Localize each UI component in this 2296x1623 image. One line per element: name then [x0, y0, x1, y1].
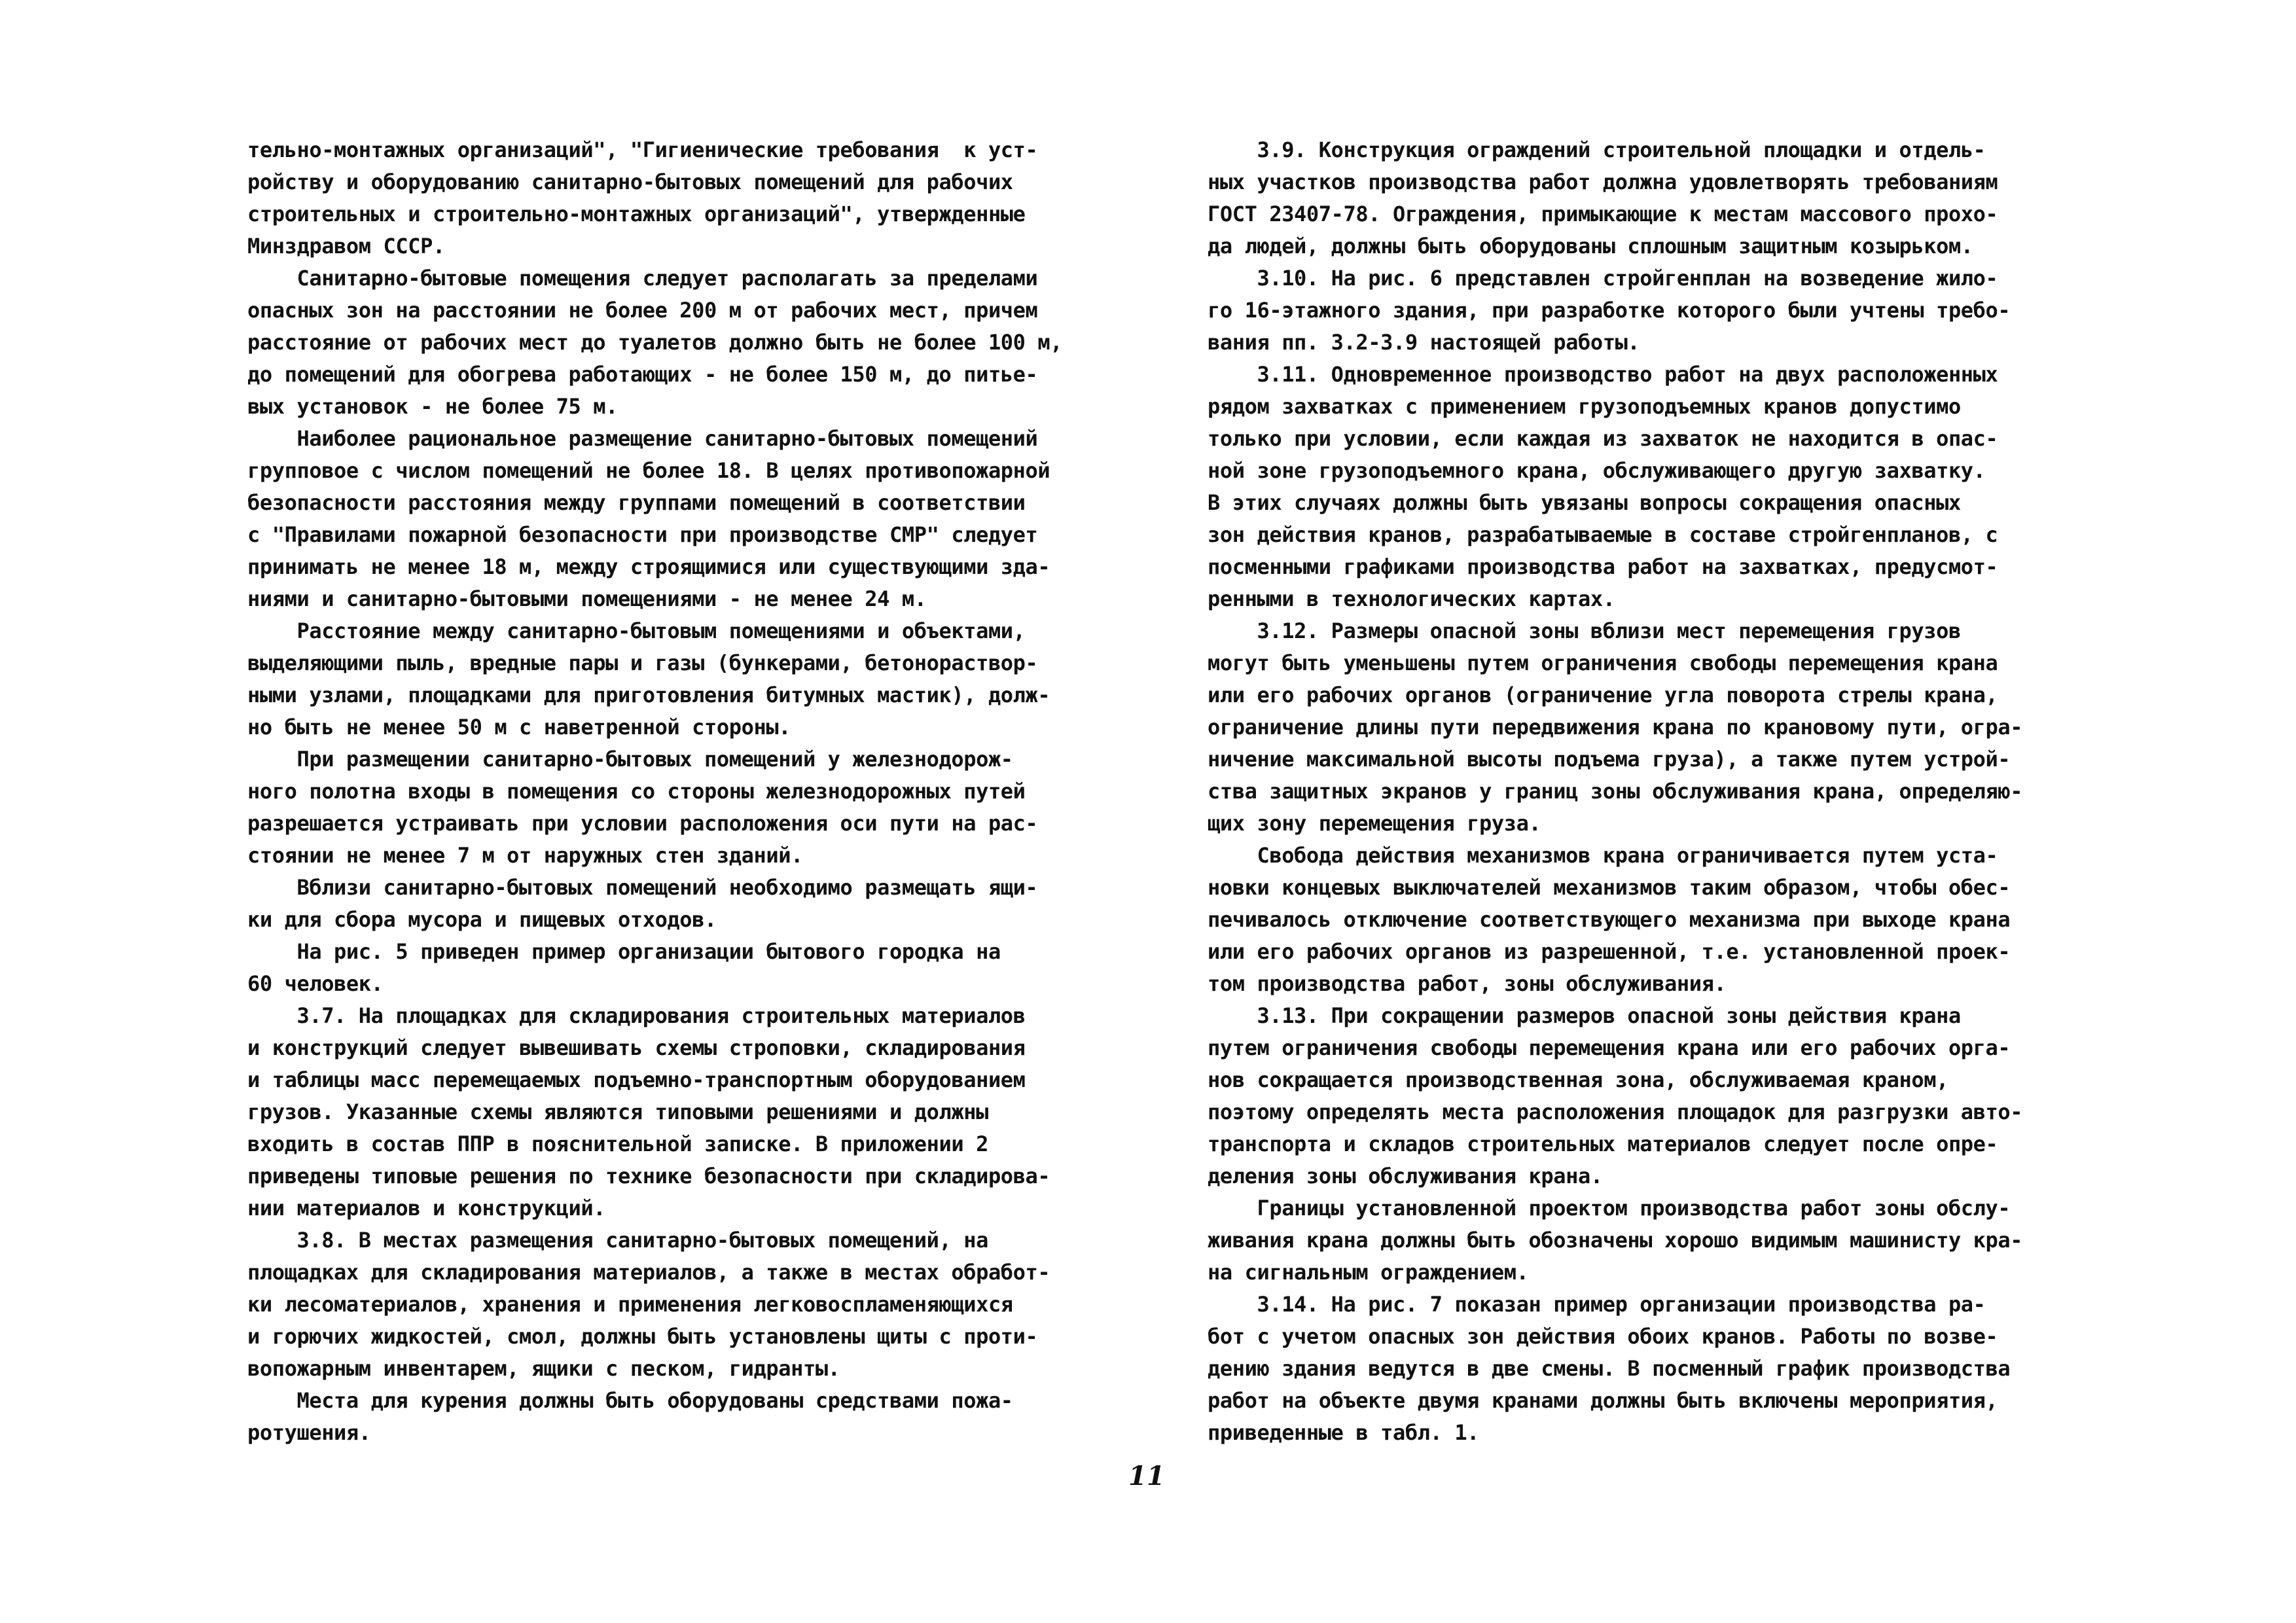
text-line: го 16-этажного здания, при разработке которого были учтены требо- — [1208, 298, 2011, 323]
text-line: только при условии, если каждая из захваток не находится в опас- — [1208, 426, 1998, 451]
text-line: да людей, должны быть оборудованы сплошным защитным козырьком. — [1208, 234, 1973, 259]
text-line: Свобода действия механизмов крана ограничивается путем уста- — [1208, 843, 1998, 868]
text-line: новки концевых выключателей механизмов таким образом, чтобы обес- — [1208, 875, 2011, 900]
text-line: ного полотна входы в помещения со стороны железнодорожных путей — [247, 779, 1026, 804]
right-text-column — [1208, 134, 2078, 1449]
text-line: поэтому определять места расположения площадок для разгрузки авто- — [1208, 1099, 2023, 1124]
text-line: зон действия кранов, разрабатываемые в составе стройгенпланов, с — [1208, 522, 1998, 547]
text-line: посменными графиками производства работ на захватках, предусмот- — [1208, 554, 1998, 579]
text-line: и горючих жидкостей, смол, должны быть установлены щиты с проти- — [247, 1324, 1038, 1349]
text-line: нии материалов и конструкций. — [247, 1196, 606, 1221]
text-line: ограничение длины пути передвижения крана по крановому пути, огра- — [1208, 715, 2023, 740]
text-line: Места для курения должны быть оборудованы средствами пожа- — [247, 1388, 1013, 1413]
text-line: но быть не менее 50 м с наветренной стороны. — [247, 715, 791, 740]
page-number: 11 — [1128, 1461, 1165, 1491]
text-line: На рис. 5 приведен пример организации бытового городка на — [247, 939, 1001, 964]
text-line: живания крана должны быть обозначены хорошо видимым машинисту кра- — [1208, 1228, 2023, 1253]
text-line: приведены типовые решения по технике безопасности при складирова- — [247, 1164, 1050, 1188]
text-line: ными узлами, площадками для приготовления битумных мастик), долж- — [247, 683, 1050, 707]
text-line: могут быть уменьшены путем ограничения свободы перемещения крана — [1208, 651, 1998, 675]
text-line: 3.9. Конструкция ограждений строительной площадки и отдель- — [1208, 137, 1986, 162]
text-line: принимать не менее 18 м, между строящимися или существующими зда- — [247, 554, 1050, 579]
text-line: расстояние от рабочих мест до туалетов должно быть не более 100 м, — [247, 330, 1063, 355]
text-line: 3.8. В местах размещения санитарно-бытовых помещений, на — [247, 1228, 988, 1253]
text-line: деления зоны обслуживания крана. — [1208, 1164, 1603, 1188]
text-line: щих зону перемещения груза. — [1208, 811, 1541, 836]
text-line: ки для сбора мусора и пищевых отходов. — [247, 907, 717, 932]
text-line: При размещении санитарно-бытовых помещений у железнодорож- — [247, 747, 1013, 772]
text-line: бот с учетом опасных зон действия обоих кранов. Работы по возве- — [1208, 1324, 1998, 1349]
text-line: приведенные в табл. 1. — [1208, 1420, 1480, 1445]
text-line: работ на объекте двумя кранами должны быть включены мероприятия, — [1208, 1388, 1998, 1413]
text-line: групповое с числом помещений не более 18. В целях противопожарной — [247, 458, 1050, 483]
text-line: с "Правилами пожарной безопасности при производстве СМР" следует — [247, 522, 1038, 547]
text-line: 3.13. При сокращении размеров опасной зоны действия крана — [1208, 1003, 1961, 1028]
text-line: Вблизи санитарно-бытовых помещений необходимо размещать ящи- — [247, 875, 1038, 900]
text-line: Расстояние между санитарно-бытовым помещениями и объектами, — [247, 618, 1026, 643]
text-line: Наиболее рациональное размещение санитарно-бытовых помещений — [247, 426, 1038, 451]
text-line: 3.10. На рис. 6 представлен стройгенплан на возведение жило- — [1208, 266, 1998, 291]
text-line: ройству и оборудованию санитарно-бытовых помещений для рабочих — [247, 169, 1013, 194]
text-line: печивалось отключение соответствующего механизма при выходе крана — [1208, 907, 2011, 932]
text-line: Границы установленной проектом производства работ зоны обслу- — [1208, 1196, 2011, 1221]
text-line: до помещений для обогрева работающих - не более 150 м, до питье- — [247, 362, 1038, 387]
text-line: 3.12. Размеры опасной зоны вблизи мест перемещения грузов — [1208, 618, 1961, 643]
text-line: ГОСТ 23407-78. Ограждения, примыкающие к местам массового прохо- — [1208, 202, 1998, 226]
text-line: ных участков производства работ должна удовлетворять требованиям — [1208, 169, 1998, 194]
text-line: вых установок - не более 75 м. — [247, 394, 618, 419]
text-line: выделяющими пыль, вредные пары и газы (бункерами, бетонораствор- — [247, 651, 1038, 675]
left-text-column — [247, 134, 1118, 1449]
text-line: рядом захватках с применением грузоподъемных кранов допустимо — [1208, 394, 1961, 419]
text-line: вопожарным инвентарем, ящики с песком, гидранты. — [247, 1356, 840, 1381]
text-line: стоянии не менее 7 м от наружных стен зданий. — [247, 843, 803, 868]
text-line: ниями и санитарно-бытовыми помещениями - не менее 24 м. — [247, 586, 927, 611]
text-line: грузов. Указанные схемы являются типовыми решениями и должны — [247, 1099, 988, 1124]
text-line: на сигнальным ограждением. — [1208, 1260, 1529, 1285]
text-line: или его рабочих органов (ограничение угла поворота стрелы крана, — [1208, 683, 1998, 707]
text-line: ки лесоматериалов, хранения и применения легковоспламеняющихся — [247, 1292, 1013, 1317]
text-line: ной зоне грузоподъемного крана, обслуживающего другую захватку. — [1208, 458, 1986, 483]
text-line: и конструкций следует вывешивать схемы строповки, складирования — [247, 1035, 1026, 1060]
text-line: опасных зон на расстоянии не более 200 м от рабочих мест, причем — [247, 298, 1038, 323]
text-line: строительных и строительно-монтажных организаций", утвержденные — [247, 202, 1026, 226]
text-line: путем ограничения свободы перемещения крана или его рабочих орга- — [1208, 1035, 2011, 1060]
text-line: Минздравом СССР. — [247, 234, 445, 259]
text-line: ротушения. — [247, 1420, 371, 1445]
text-line: и таблицы масс перемещаемых подъемно-транспортным оборудованием — [247, 1067, 1026, 1092]
text-line: В этих случаях должны быть увязаны вопросы сокращения опасных — [1208, 490, 1961, 515]
text-line: дению здания ведутся в две смены. В посменный график производства — [1208, 1356, 2011, 1381]
text-line: ренными в технологических картах. — [1208, 586, 1615, 611]
text-line: 60 человек. — [247, 971, 384, 996]
text-line: или его рабочих органов из разрешенной, т.е. установленной проек- — [1208, 939, 2011, 964]
text-line: безопасности расстояния между группами помещений в соответствии — [247, 490, 1026, 515]
text-line: нов сокращается производственная зона, обслуживаемая краном, — [1208, 1067, 1948, 1092]
text-line: 3.11. Одновременное производство работ на двух расположенных — [1208, 362, 1998, 387]
text-line: том производства работ, зоны обслуживания. — [1208, 971, 1727, 996]
text-line: ства защитных экранов у границ зоны обслуживания крана, определяю- — [1208, 779, 2023, 804]
text-line: 3.7. На площадках для складирования строительных материалов — [247, 1003, 1026, 1028]
text-line: тельно-монтажных организаций", "Гигиенические требования к уст- — [247, 137, 1038, 162]
text-line: входить в состав ППР в пояснительной записке. В приложении 2 — [247, 1132, 988, 1156]
text-line: площадках для складирования материалов, а также в местах обработ- — [247, 1260, 1050, 1285]
text-line: ничение максимальной высоты подъема груза), а также путем устрой- — [1208, 747, 2011, 772]
text-line: 3.14. На рис. 7 показан пример организации производства ра- — [1208, 1292, 1986, 1317]
text-line: вания пп. 3.2-3.9 настоящей работы. — [1208, 330, 1640, 355]
text-line: транспорта и складов строительных материалов следует после опре- — [1208, 1132, 1998, 1156]
text-line: разрешается устраивать при условии расположения оси пути на рас- — [247, 811, 1038, 836]
text-line: Санитарно-бытовые помещения следует располагать за пределами — [247, 266, 1038, 291]
